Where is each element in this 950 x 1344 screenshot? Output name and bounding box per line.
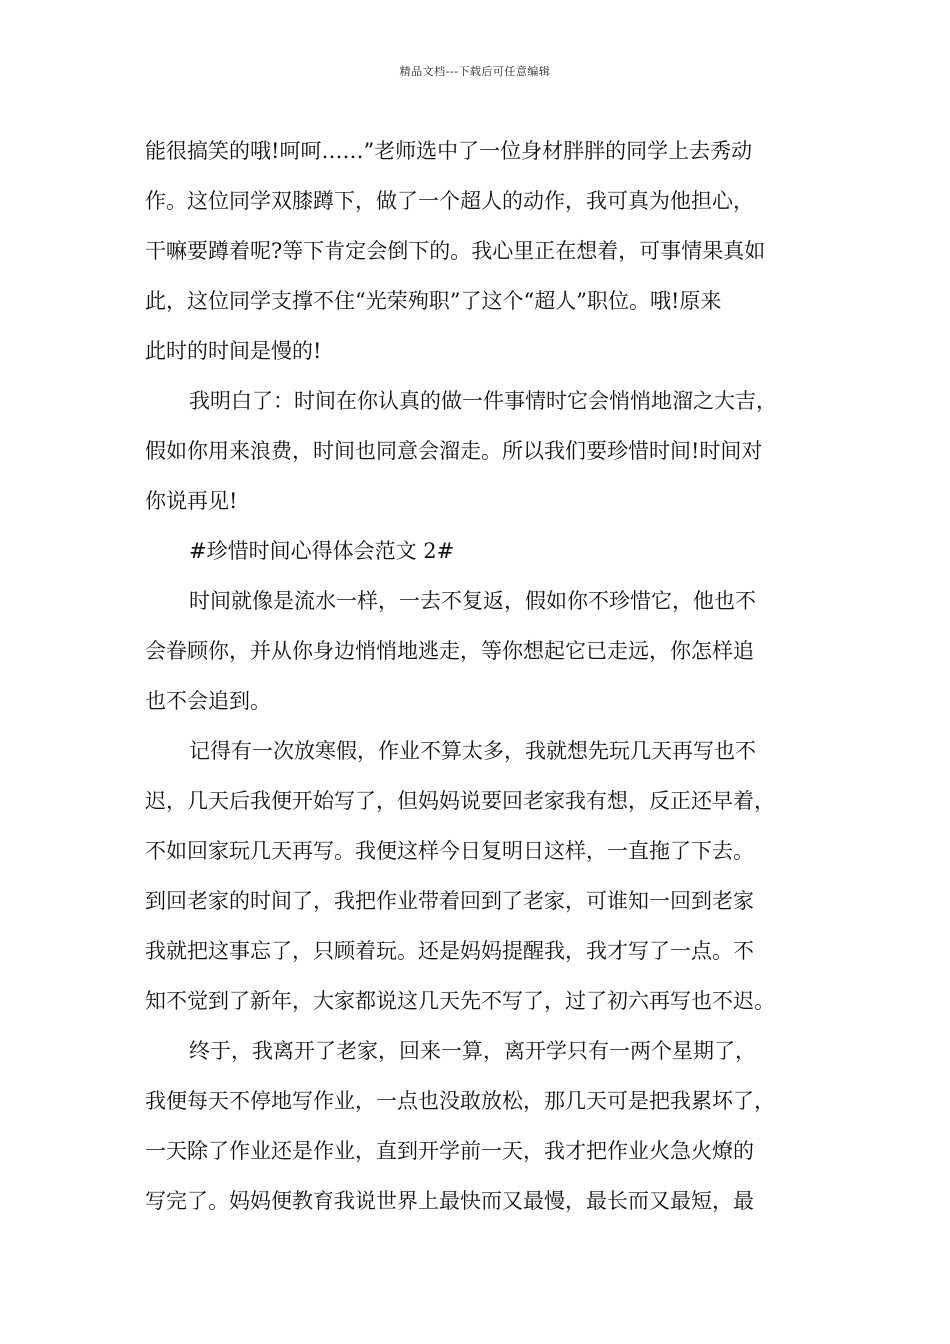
text-line: 知不觉到了新年，大家都说这几天先不写了，过了初六再写也不迟。 <box>145 989 775 1013</box>
text-line: 能很搞笑的哦!呵呵……”老师选中了一位身材胖胖的同学上去秀动 <box>145 139 753 163</box>
paragraph-first-line: 时间就像是流水一样，一去不复返，假如你不珍惜它，他也不 <box>189 589 756 613</box>
page-header: 精品文档---下载后可任意编辑 <box>399 65 551 78</box>
text-line: 假如你用来浪费，时间也同意会溜走。所以我们要珍惜时间!时间对 <box>145 439 763 463</box>
text-line: 干嘛要蹲着呢?等下肯定会倒下的。我心里正在想着，可事情果真如 <box>145 239 766 263</box>
text-line: 我便每天不停地写作业，一点也没敢放松，那几天可是把我累坏了， <box>145 1089 775 1113</box>
text-line: 此时的时间是慢的! <box>145 339 322 363</box>
section-heading: #珍惜时间心得体会范文 2# <box>189 539 455 563</box>
text-line: 不如回家玩几天再写。我便这样今日复明日这样，一直拖了下去。 <box>145 839 754 863</box>
paragraph-first-line: 我明白了：时间在你认真的做一件事情时它会悄悄地溜之大吉， <box>189 389 777 413</box>
text-line: 一天除了作业还是作业，直到开学前一天，我才把作业火急火燎的 <box>145 1139 754 1163</box>
text-line: 写完了。妈妈便教育我说世界上最快而又最慢，最长而又最短，最 <box>145 1189 754 1213</box>
text-line: 我就把这事忘了，只顾着玩。还是妈妈提醒我，我才写了一点。不 <box>145 939 754 963</box>
text-line: 到回老家的时间了，我把作业带着回到了老家，可谁知一回到老家 <box>145 889 754 913</box>
text-line: 你说再见! <box>145 489 238 513</box>
paragraph-first-line: 记得有一次放寒假，作业不算太多，我就想先玩几天再写也不 <box>189 739 756 763</box>
text-line: 会眷顾你，并从你身边悄悄地逃走，等你想起它已走远，你怎样追 <box>145 639 754 663</box>
text-line: 此，这位同学支撑不住“光荣殉职”了这个“超人”职位。哦!原来 <box>145 289 722 313</box>
paragraph-first-line: 终于，我离开了老家，回来一算，离开学只有一两个星期了， <box>189 1039 756 1063</box>
document-body <box>145 126 825 1226</box>
text-line: 也不会追到。 <box>145 689 271 713</box>
text-line: 迟，几天后我便开始写了，但妈妈说要回老家我有想，反正还早着， <box>145 789 775 813</box>
text-line: 作。这位同学双膝蹲下，做了一个超人的动作，我可真为他担心， <box>145 189 754 213</box>
